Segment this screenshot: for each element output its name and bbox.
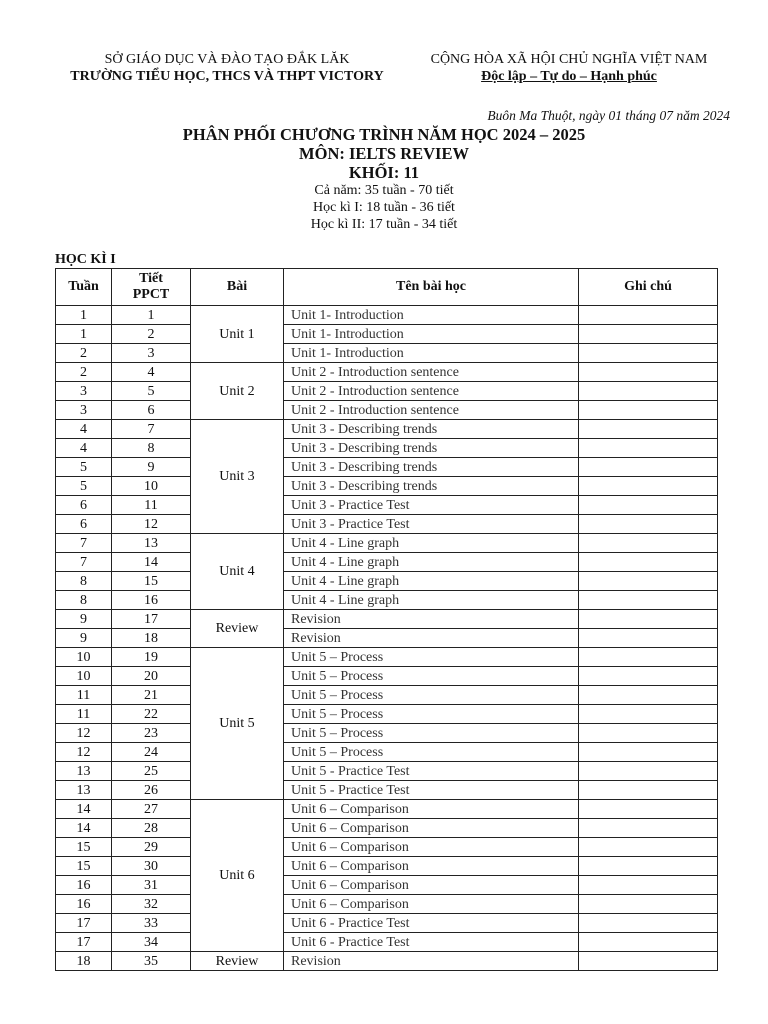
period-cell: 24 — [112, 743, 191, 762]
lesson-name-cell: Unit 4 - Line graph — [284, 534, 579, 553]
period-cell: 30 — [112, 857, 191, 876]
table-header-row — [56, 269, 718, 306]
notes-cell — [579, 914, 718, 933]
table-row — [56, 439, 718, 458]
period-cell: 10 — [112, 477, 191, 496]
table-row — [56, 629, 718, 648]
unit-cell: Review — [191, 952, 284, 971]
table-row — [56, 363, 718, 382]
period-cell: 7 — [112, 420, 191, 439]
unit-cell: Unit 2 — [191, 363, 284, 420]
period-cell: 25 — [112, 762, 191, 781]
week-cell: 8 — [56, 591, 112, 610]
notes-cell — [579, 420, 718, 439]
table-row — [56, 895, 718, 914]
week-cell: 18 — [56, 952, 112, 971]
notes-cell — [579, 439, 718, 458]
lesson-name-cell: Unit 2 - Introduction sentence — [284, 401, 579, 420]
notes-cell — [579, 895, 718, 914]
table-row — [56, 420, 718, 439]
lesson-name-cell: Unit 5 – Process — [284, 686, 579, 705]
table-row — [56, 610, 718, 629]
table-row — [56, 762, 718, 781]
period-cell: 15 — [112, 572, 191, 591]
table-row — [56, 667, 718, 686]
period-cell: 28 — [112, 819, 191, 838]
week-cell: 10 — [56, 667, 112, 686]
week-cell: 7 — [56, 553, 112, 572]
notes-cell — [579, 325, 718, 344]
notes-cell — [579, 952, 718, 971]
lesson-name-cell: Unit 3 - Describing trends — [284, 477, 579, 496]
week-cell: 10 — [56, 648, 112, 667]
period-cell: 1 — [112, 306, 191, 325]
table-row — [56, 705, 718, 724]
summary-semester-2: Học kì II: 17 tuần - 34 tiết — [310, 217, 458, 232]
period-cell: 5 — [112, 382, 191, 401]
lesson-name-cell: Unit 6 – Comparison — [284, 876, 579, 895]
week-cell: 5 — [56, 458, 112, 477]
table-row — [56, 401, 718, 420]
lesson-name-cell: Unit 6 - Practice Test — [284, 933, 579, 952]
notes-cell — [579, 534, 718, 553]
lesson-name-cell: Unit 3 - Describing trends — [284, 458, 579, 477]
week-cell: 4 — [56, 439, 112, 458]
period-cell: 13 — [112, 534, 191, 553]
notes-cell — [579, 800, 718, 819]
period-cell: 33 — [112, 914, 191, 933]
table-row — [56, 781, 718, 800]
notes-cell — [579, 401, 718, 420]
document-title: PHÂN PHỐI CHƯƠNG TRÌNH NĂM HỌC 2024 – 2025 — [182, 125, 586, 144]
table-row — [56, 819, 718, 838]
notes-cell — [579, 724, 718, 743]
lesson-name-cell: Unit 5 - Practice Test — [284, 762, 579, 781]
week-cell: 1 — [56, 306, 112, 325]
week-cell: 4 — [56, 420, 112, 439]
period-cell: 21 — [112, 686, 191, 705]
summary-semester-1: Học kì I: 18 tuần - 36 tiết — [313, 200, 455, 215]
period-cell: 34 — [112, 933, 191, 952]
week-cell: 15 — [56, 857, 112, 876]
week-cell: 12 — [56, 724, 112, 743]
lesson-name-cell: Unit 5 – Process — [284, 667, 579, 686]
table-row — [56, 382, 718, 401]
week-cell: 12 — [56, 743, 112, 762]
lesson-name-cell: Unit 6 – Comparison — [284, 895, 579, 914]
period-cell: 27 — [112, 800, 191, 819]
department-name: SỞ GIÁO DỤC VÀ ĐÀO TẠO ĐẮK LĂK — [104, 52, 350, 67]
semester-heading: HỌC KÌ I — [55, 252, 116, 267]
period-cell: 11 — [112, 496, 191, 515]
table-row — [56, 743, 718, 762]
table-row — [56, 553, 718, 572]
period-cell: 17 — [112, 610, 191, 629]
notes-cell — [579, 610, 718, 629]
lesson-name-cell: Unit 6 - Practice Test — [284, 914, 579, 933]
period-cell: 14 — [112, 553, 191, 572]
table-row — [56, 952, 718, 971]
lesson-name-cell: Unit 5 – Process — [284, 724, 579, 743]
summary-year: Cả năm: 35 tuần - 70 tiết — [314, 183, 454, 198]
week-cell: 13 — [56, 762, 112, 781]
table-row — [56, 477, 718, 496]
notes-cell — [579, 458, 718, 477]
issuer-block — [42, 51, 412, 85]
period-cell: 9 — [112, 458, 191, 477]
period-cell: 16 — [112, 591, 191, 610]
table-row — [56, 591, 718, 610]
lesson-name-cell: Unit 2 - Introduction sentence — [284, 382, 579, 401]
week-cell: 7 — [56, 534, 112, 553]
period-cell: 8 — [112, 439, 191, 458]
table-row — [56, 876, 718, 895]
week-cell: 9 — [56, 629, 112, 648]
notes-cell — [579, 477, 718, 496]
period-cell: 22 — [112, 705, 191, 724]
table-body — [56, 306, 718, 971]
table-row — [56, 724, 718, 743]
lesson-name-cell: Unit 6 – Comparison — [284, 857, 579, 876]
lesson-name-cell: Unit 3 - Describing trends — [284, 439, 579, 458]
lesson-name-cell: Revision — [284, 610, 579, 629]
lesson-name-cell: Unit 4 - Line graph — [284, 572, 579, 591]
table-row — [56, 534, 718, 553]
notes-cell — [579, 838, 718, 857]
place-date: Buôn Ma Thuột, ngày 01 tháng 07 năm 2024 — [487, 108, 730, 123]
notes-cell — [579, 667, 718, 686]
period-cell: 4 — [112, 363, 191, 382]
lesson-name-cell: Unit 3 - Describing trends — [284, 420, 579, 439]
notes-cell — [579, 382, 718, 401]
header-lesson-name: Tên bài học — [284, 269, 579, 306]
notes-cell — [579, 591, 718, 610]
lesson-name-cell: Unit 1- Introduction — [284, 344, 579, 363]
lesson-name-cell: Unit 3 - Practice Test — [284, 515, 579, 534]
lesson-name-cell: Unit 5 – Process — [284, 648, 579, 667]
period-cell: 20 — [112, 667, 191, 686]
week-cell: 14 — [56, 800, 112, 819]
unit-cell: Review — [191, 610, 284, 648]
week-cell: 15 — [56, 838, 112, 857]
lesson-name-cell: Unit 4 - Line graph — [284, 591, 579, 610]
notes-cell — [579, 553, 718, 572]
lesson-name-cell: Unit 2 - Introduction sentence — [284, 363, 579, 382]
period-cell: 26 — [112, 781, 191, 800]
week-cell: 11 — [56, 686, 112, 705]
notes-cell — [579, 762, 718, 781]
table-row — [56, 686, 718, 705]
table-row — [56, 648, 718, 667]
school-name: TRƯỜNG TIỂU HỌC, THCS VÀ THPT VICTORY — [70, 69, 384, 84]
period-cell: 32 — [112, 895, 191, 914]
week-cell: 2 — [56, 363, 112, 382]
notes-cell — [579, 363, 718, 382]
table-row — [56, 857, 718, 876]
week-cell: 16 — [56, 895, 112, 914]
lesson-name-cell: Revision — [284, 629, 579, 648]
period-cell: 3 — [112, 344, 191, 363]
week-cell: 5 — [56, 477, 112, 496]
lesson-name-cell: Revision — [284, 952, 579, 971]
grade-line: KHỐI: 11 — [348, 163, 420, 182]
notes-cell — [579, 686, 718, 705]
table-row — [56, 458, 718, 477]
period-cell: 35 — [112, 952, 191, 971]
lesson-name-cell: Unit 1- Introduction — [284, 325, 579, 344]
notes-cell — [579, 933, 718, 952]
period-cell: 18 — [112, 629, 191, 648]
table-row — [56, 838, 718, 857]
document-title-block — [0, 125, 768, 233]
table-row — [56, 800, 718, 819]
notes-cell — [579, 705, 718, 724]
lesson-name-cell: Unit 4 - Line graph — [284, 553, 579, 572]
country-name: CỘNG HÒA XÃ HỘI CHỦ NGHĨA VIỆT NAM — [430, 52, 708, 67]
national-heading — [408, 51, 730, 85]
lesson-name-cell: Unit 5 – Process — [284, 743, 579, 762]
period-cell: 23 — [112, 724, 191, 743]
lesson-name-cell: Unit 6 – Comparison — [284, 800, 579, 819]
lesson-name-cell: Unit 6 – Comparison — [284, 819, 579, 838]
notes-cell — [579, 781, 718, 800]
period-cell: 29 — [112, 838, 191, 857]
lesson-name-cell: Unit 5 – Process — [284, 705, 579, 724]
week-cell: 6 — [56, 515, 112, 534]
lesson-name-cell: Unit 5 - Practice Test — [284, 781, 579, 800]
unit-cell: Unit 1 — [191, 306, 284, 363]
period-cell: 12 — [112, 515, 191, 534]
notes-cell — [579, 572, 718, 591]
table-row — [56, 496, 718, 515]
table-row — [56, 306, 718, 325]
notes-cell — [579, 496, 718, 515]
notes-cell — [579, 819, 718, 838]
week-cell: 17 — [56, 914, 112, 933]
table-row — [56, 515, 718, 534]
table-row — [56, 933, 718, 952]
week-cell: 14 — [56, 819, 112, 838]
week-cell: 3 — [56, 401, 112, 420]
header-week: Tuần — [56, 269, 112, 306]
header-notes: Ghi chú — [579, 269, 718, 306]
table-row — [56, 325, 718, 344]
period-cell: 2 — [112, 325, 191, 344]
week-cell: 17 — [56, 933, 112, 952]
table-row — [56, 572, 718, 591]
period-cell: 19 — [112, 648, 191, 667]
table-row — [56, 344, 718, 363]
week-cell: 1 — [56, 325, 112, 344]
notes-cell — [579, 515, 718, 534]
week-cell: 13 — [56, 781, 112, 800]
header-period: Tiết PPCT — [112, 269, 191, 306]
notes-cell — [579, 648, 718, 667]
week-cell: 6 — [56, 496, 112, 515]
period-cell: 31 — [112, 876, 191, 895]
header-lesson-unit: Bài — [191, 269, 284, 306]
unit-cell: Unit 4 — [191, 534, 284, 610]
week-cell: 8 — [56, 572, 112, 591]
week-cell: 2 — [56, 344, 112, 363]
lesson-name-cell: Unit 3 - Practice Test — [284, 496, 579, 515]
subject-line: MÔN: IELTS REVIEW — [299, 144, 469, 163]
national-motto: Độc lập – Tự do – Hạnh phúc — [481, 69, 657, 84]
lesson-name-cell: Unit 6 – Comparison — [284, 838, 579, 857]
notes-cell — [579, 876, 718, 895]
week-cell: 11 — [56, 705, 112, 724]
curriculum-table — [55, 268, 718, 971]
unit-cell: Unit 3 — [191, 420, 284, 534]
week-cell: 16 — [56, 876, 112, 895]
table-row — [56, 914, 718, 933]
week-cell: 3 — [56, 382, 112, 401]
unit-cell: Unit 6 — [191, 800, 284, 952]
lesson-name-cell: Unit 1- Introduction — [284, 306, 579, 325]
period-cell: 6 — [112, 401, 191, 420]
notes-cell — [579, 344, 718, 363]
unit-cell: Unit 5 — [191, 648, 284, 800]
notes-cell — [579, 629, 718, 648]
notes-cell — [579, 743, 718, 762]
week-cell: 9 — [56, 610, 112, 629]
notes-cell — [579, 857, 718, 876]
notes-cell — [579, 306, 718, 325]
